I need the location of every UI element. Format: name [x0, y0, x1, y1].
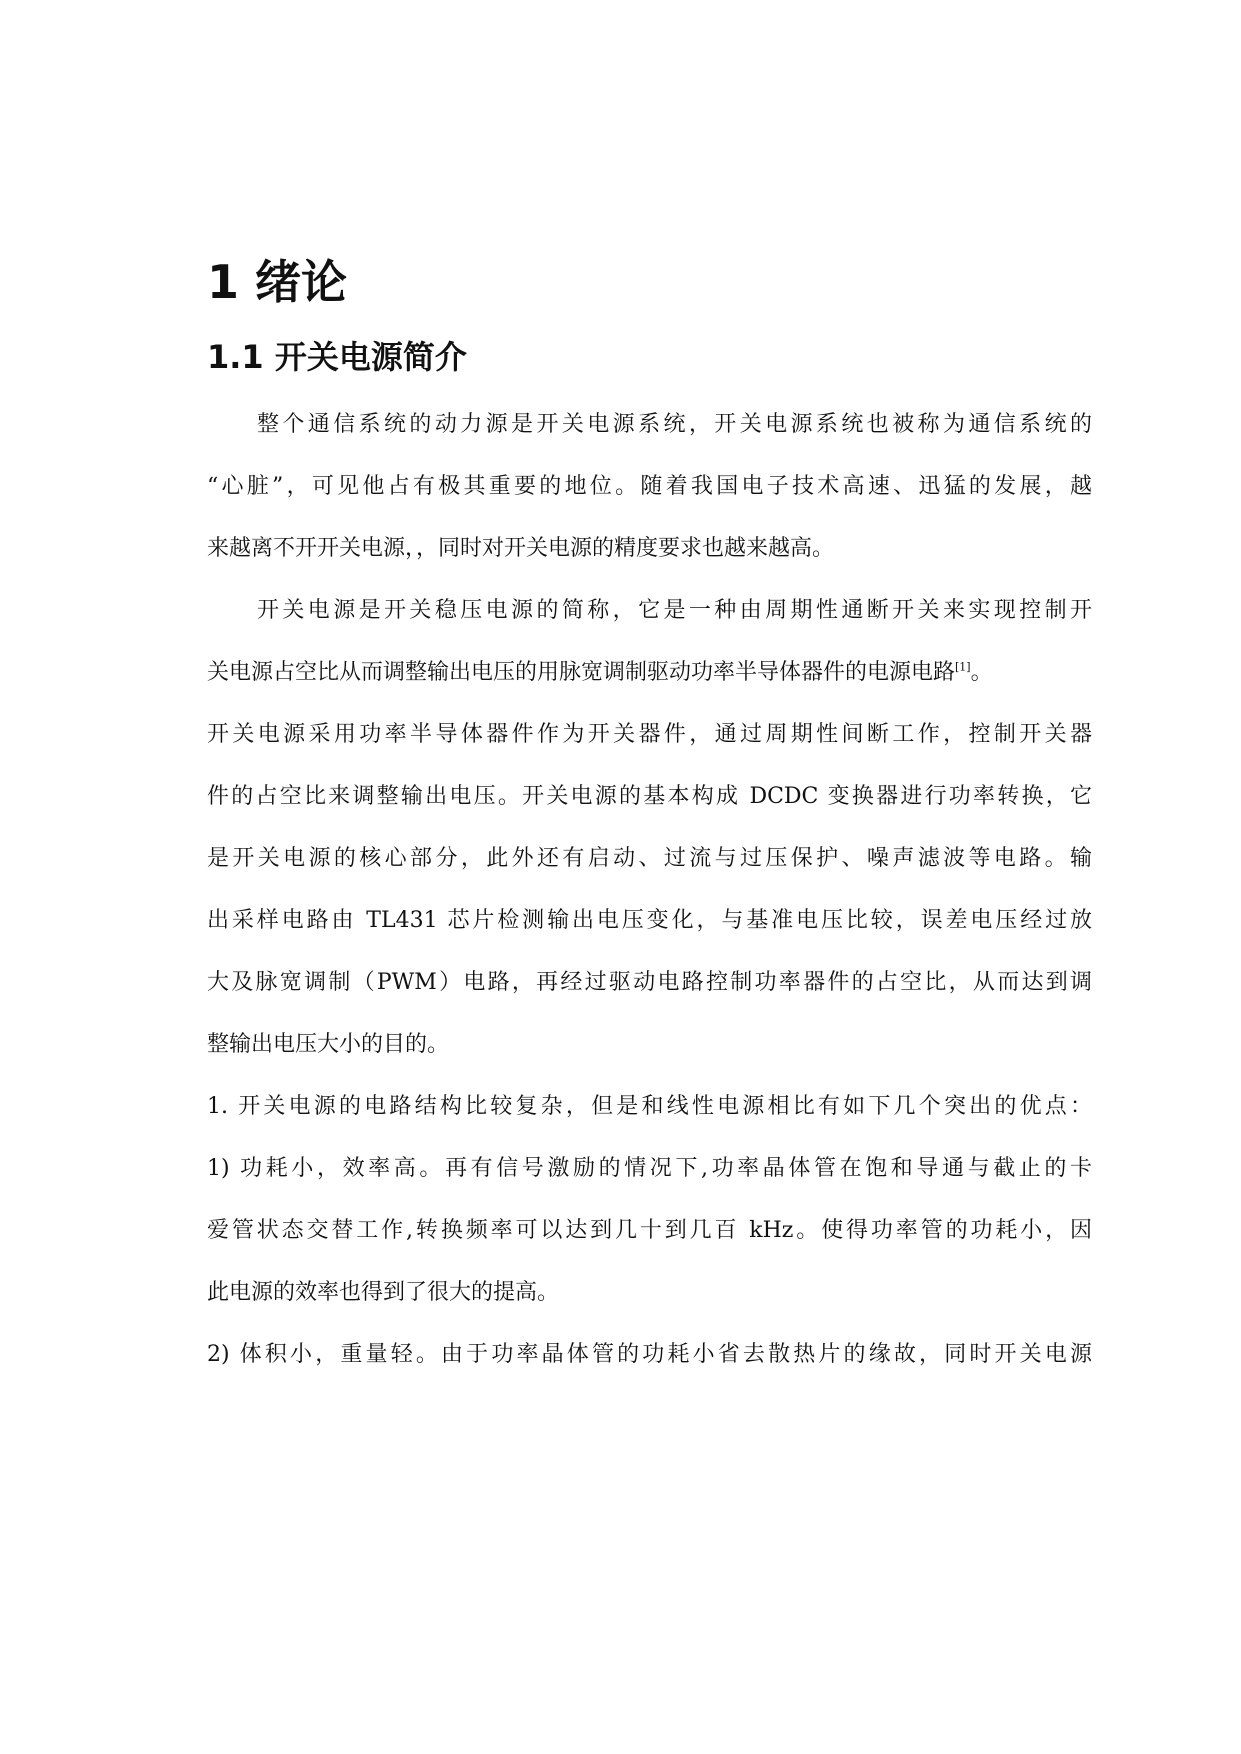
chapter-title: 1 绪论 [207, 255, 348, 309]
text-line: 整个通信系统的动力源是开关电源系统，开关电源系统也被称为通信系统的 [257, 412, 1092, 437]
text-line: 整输出电压大小的目的。 [207, 1032, 450, 1057]
text-line: 2) 体积小，重量轻。由于功率晶体管的功耗小省去散热片的缘故，同时开关电源 [207, 1342, 1092, 1367]
text-line: 此电源的效率也得到了很大的提高。 [207, 1280, 560, 1305]
text-line: 件的占空比来调整输出电压。开关电源的基本构成 DCDC 变换器进行功率转换，它 [207, 784, 1092, 809]
paragraph-intro [207, 399, 1092, 585]
citation-reference[interactable]: [1] [955, 660, 971, 674]
text-line: 大及脉宽调制（PWM）电路，再经过驱动电路控制功率器件的占空比，从而达到调 [207, 970, 1092, 995]
list-item [207, 1143, 1092, 1329]
section-title: 1.1 开关电源简介 [207, 338, 467, 376]
list-item [207, 1329, 1092, 1391]
text-span: 。 [970, 660, 993, 685]
advantages-list [207, 1081, 1092, 1391]
text-span: 关电源占空比从而调整输出电压的用脉宽调制驱动功率半导体器件的电源电路 [207, 660, 956, 685]
text-line: 是开关电源的核心部分，此外还有启动、过流与过压保护、噪声滤波等电路。输 [207, 846, 1092, 871]
text-line: 来越离不开开关电源，，同时对开关电源的精度要求也越来越高。 [207, 536, 835, 561]
text-line: 出采样电路由 TL431 芯片检测输出电压变化，与基准电压比较，误差电压经过放 [207, 908, 1092, 933]
paragraph-definition [207, 585, 1092, 1081]
list-heading: 1. 开关电源的电路结构比较复杂，但是和线性电源相比有如下几个突出的优点： [207, 1094, 1092, 1119]
text-line: 爱管状态交替工作,转换频率可以达到几十到几百 kHz。使得功率管的功耗小，因 [207, 1218, 1092, 1243]
text-line: “心脏”，可见他占有极其重要的地位。随着我国电子技术高速、迅猛的发展，越 [207, 474, 1092, 499]
text-line: 开关电源采用功率半导体器件作为开关器件，通过周期性间断工作，控制开关器 [207, 722, 1092, 747]
body-text [207, 399, 1092, 1391]
text-line: 开关电源是开关稳压电源的简称，它是一种由周期性通断开关来实现控制开 [257, 598, 1092, 623]
text-line [207, 647, 1092, 709]
text-line: 1) 功耗小，效率高。再有信号激励的情况下,功率晶体管在饱和导通与截止的卡 [207, 1156, 1092, 1181]
